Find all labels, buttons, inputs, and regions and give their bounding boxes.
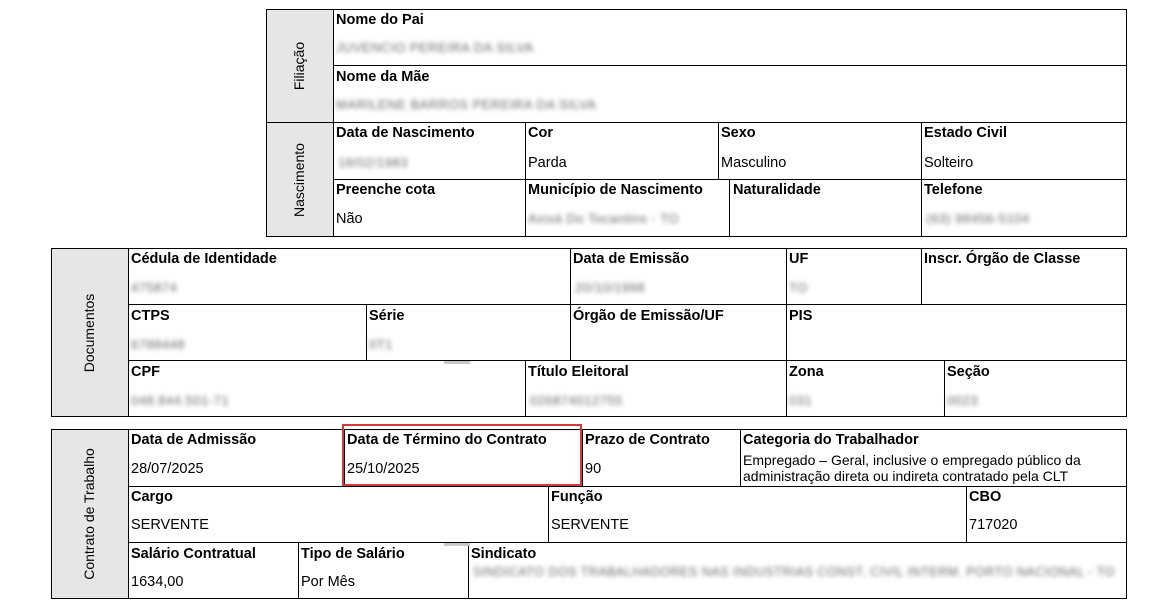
nome-pai-label: Nome do Pai xyxy=(336,12,424,28)
data-emissao-label: Data de Emissão xyxy=(573,251,690,267)
salario-contratual-label: Salário Contratual xyxy=(131,546,256,562)
filiacao-section-label: Filiação xyxy=(291,41,307,91)
municipio-nascimento-label: Município de Nascimento xyxy=(528,182,703,198)
cbo-value: 717020 xyxy=(969,517,1018,533)
cbo-label: CBO xyxy=(969,489,1002,505)
cor-value: Parda xyxy=(528,155,567,171)
orgao-emissao-label: Órgão de Emissão/UF xyxy=(573,308,724,324)
secao-label: Seção xyxy=(947,364,990,380)
estado-civil-value: Solteiro xyxy=(924,155,974,171)
documentos-section-label: Documentos xyxy=(81,293,97,373)
tipo-salario-value: Por Mês xyxy=(301,574,355,590)
sindicato-label: Sindicato xyxy=(471,546,537,562)
nome-pai-value: JUVENCIO PEREIRA DA SILVA xyxy=(336,40,534,55)
categoria-trabalhador-label: Categoria do Trabalhador xyxy=(743,432,919,448)
data-nascimento-label: Data de Nascimento xyxy=(336,125,475,141)
cpf-label: CPF xyxy=(131,364,160,380)
inscr-orgao-classe-label: Inscr. Órgão de Classe xyxy=(924,251,1081,267)
scan-mark xyxy=(444,361,470,364)
cargo-value: SERVENTE xyxy=(131,517,209,533)
contrato-section-label: Contrato de Trabalho xyxy=(81,448,97,580)
prazo-contrato-value: 90 xyxy=(585,461,602,477)
zona-label: Zona xyxy=(789,364,824,380)
data-termino-label: Data de Término do Contrato xyxy=(347,432,547,448)
cedula-identidade-value: 475874 xyxy=(131,280,178,295)
cor-label: Cor xyxy=(528,125,553,141)
scan-mark xyxy=(444,543,470,546)
data-admissao-label: Data de Admissão xyxy=(131,432,257,448)
estado-civil-label: Estado Civil xyxy=(924,125,1007,141)
nome-mae-label: Nome da Mãe xyxy=(336,69,430,85)
serie-value: 0T1 xyxy=(369,337,393,352)
funcao-label: Função xyxy=(551,489,603,505)
municipio-nascimento-value: Axixá Do Tocantins - TO xyxy=(528,211,679,226)
zona-value: 031 xyxy=(789,393,813,408)
titulo-eleitoral-value: 026874012755 xyxy=(530,393,623,408)
categoria-trabalhador-value: Empregado – Geral, inclusive o empregado público da administração direta ou indireta contratado pela CLT xyxy=(743,452,1081,484)
ctps-value: 6788448 xyxy=(131,337,186,352)
preenche-cota-label: Preenche cota xyxy=(336,182,436,198)
pis-label: PIS xyxy=(789,308,813,324)
tipo-salario-label: Tipo de Salário xyxy=(301,546,405,562)
data-admissao-value: 28/07/2025 xyxy=(131,461,204,477)
titulo-eleitoral-label: Título Eleitoral xyxy=(528,364,629,380)
telefone-value: (63) 98456-5104 xyxy=(926,211,1030,226)
cpf-value: 048.844.501-71 xyxy=(131,393,230,408)
nome-mae-value: MARILENE BARROS PEREIRA DA SILVA xyxy=(336,97,597,112)
salario-contratual-value: 1634,00 xyxy=(131,574,184,590)
data-emissao-value: 20/10/1998 xyxy=(575,280,646,295)
cedula-identidade-label: Cédula de Identidade xyxy=(131,251,277,267)
data-nascimento-value: 18/02/1983 xyxy=(338,155,409,170)
uf-label: UF xyxy=(789,251,809,267)
serie-label: Série xyxy=(369,308,405,324)
funcao-value: SERVENTE xyxy=(551,517,629,533)
nascimento-section-label: Nascimento xyxy=(291,143,307,217)
sindicato-value: SINDICATO DOS TRABALHADORES NAS INDUSTRIAS CONST. CIVIL INTERM. PORTO NACIONAL - TO xyxy=(473,565,1115,579)
telefone-label: Telefone xyxy=(924,182,983,198)
data-termino-value: 25/10/2025 xyxy=(347,461,420,477)
uf-value: TO xyxy=(789,280,808,295)
secao-value: 0023 xyxy=(947,393,978,408)
prazo-contrato-label: Prazo de Contrato xyxy=(585,432,710,448)
sexo-label: Sexo xyxy=(721,125,756,141)
sexo-value: Masculino xyxy=(721,155,787,171)
naturalidade-label: Naturalidade xyxy=(733,182,821,198)
cargo-label: Cargo xyxy=(131,489,173,505)
ctps-label: CTPS xyxy=(131,308,170,324)
preenche-cota-value: Não xyxy=(336,211,363,227)
